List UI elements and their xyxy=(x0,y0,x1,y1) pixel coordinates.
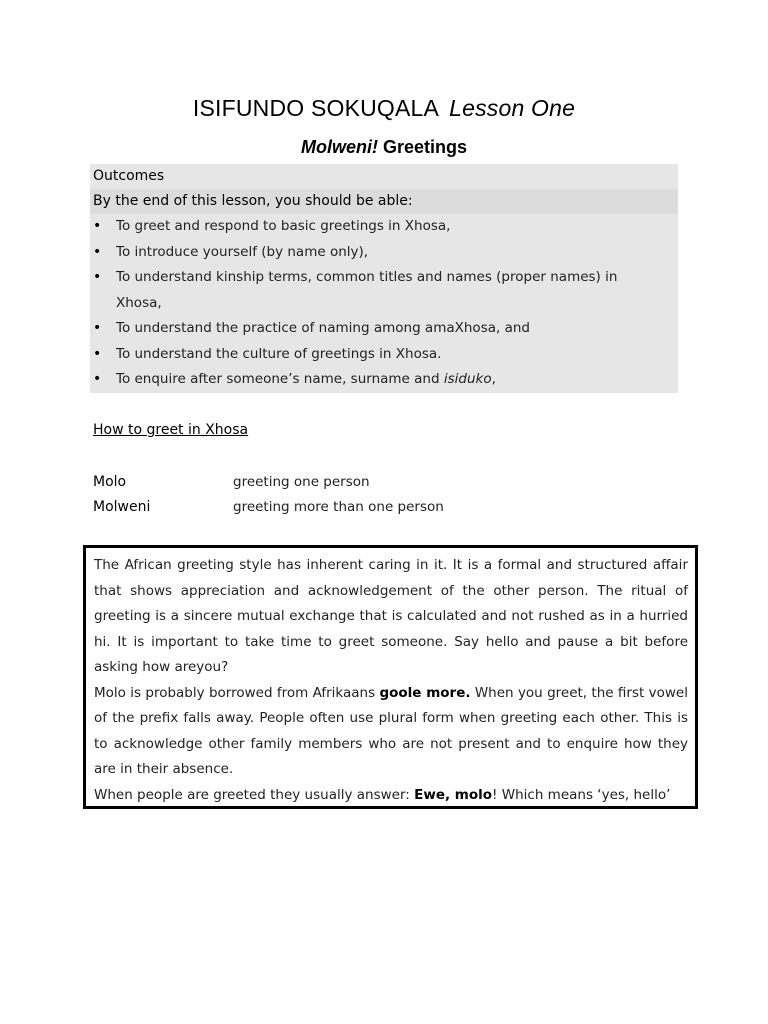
outcome-item: • To introduce yourself (by name only), xyxy=(90,240,678,266)
subtitle-english: Greetings xyxy=(382,137,468,157)
outcomes-panel xyxy=(90,164,678,393)
subtitle-xhosa: Molweni! xyxy=(300,137,378,157)
greeting-meaning: greeting more than one person xyxy=(233,499,444,515)
title-english: Lesson One xyxy=(449,95,576,121)
outcome-item: • To understand the culture of greetings in Xhosa. xyxy=(90,342,678,368)
outcome-item-italic: isiduko xyxy=(443,371,492,387)
outcomes-intro: By the end of this lesson, you should be able: xyxy=(90,189,678,214)
box-paragraph-1: The African greeting style has inherent caring in it. It is a formal and structured affair that shows appreciation and acknowledgement of the other person. The ritual of greeting is a sincere mutual exchange that is calculated and not rushed as in a hurried hi. It is important to take time to greet someone. Say hello and pause a bit before asking how areyou? xyxy=(94,557,688,675)
greeting-meaning: greeting one person xyxy=(233,474,370,490)
box-p3-text: When people are greeted they usually answer: xyxy=(94,786,415,803)
outcome-item-suffix: , xyxy=(491,371,496,387)
outcome-item: • To understand kinship terms, common titles and names (proper names) in Xhosa, xyxy=(90,265,678,316)
box-p3-bold: Ewe, molo xyxy=(414,786,493,803)
outcomes-heading: Outcomes xyxy=(93,168,165,184)
box-p2-bold: goole more. xyxy=(379,684,471,701)
greeting-term: Molweni xyxy=(93,499,151,515)
greeting-culture-box xyxy=(83,545,698,809)
outcome-item: • To understand the practice of naming among amaXhosa, and xyxy=(90,316,678,342)
page-subtitle xyxy=(0,137,768,158)
box-paragraph-3 xyxy=(94,783,688,809)
outcome-item xyxy=(90,367,678,393)
title-xhosa: ISIFUNDO SOKUQALA xyxy=(192,95,440,121)
page-title xyxy=(0,95,768,122)
outcome-item: • To greet and respond to basic greetings in Xhosa, xyxy=(90,214,678,240)
box-p2-text: Molo is probably borrowed from Afrikaans xyxy=(94,684,380,701)
outcome-item-text: To enquire after someone’s name, surname and xyxy=(116,371,444,387)
greeting-term: Molo xyxy=(93,474,127,490)
box-paragraph-2 xyxy=(94,681,688,783)
outcomes-list xyxy=(90,214,678,393)
box-p3-suffix: ! Which means ‘yes, hello’ xyxy=(492,786,671,803)
greeting-row xyxy=(93,474,370,490)
greeting-row xyxy=(93,499,444,515)
how-to-greet-heading: How to greet in Xhosa xyxy=(93,422,249,438)
box-p2-suffix: When you greet, the first vowel of the prefix falls away. People often use plural form when greeting each other. This is to acknowledge other family members who are not present and to enquire how they are in their absence. xyxy=(94,684,688,777)
